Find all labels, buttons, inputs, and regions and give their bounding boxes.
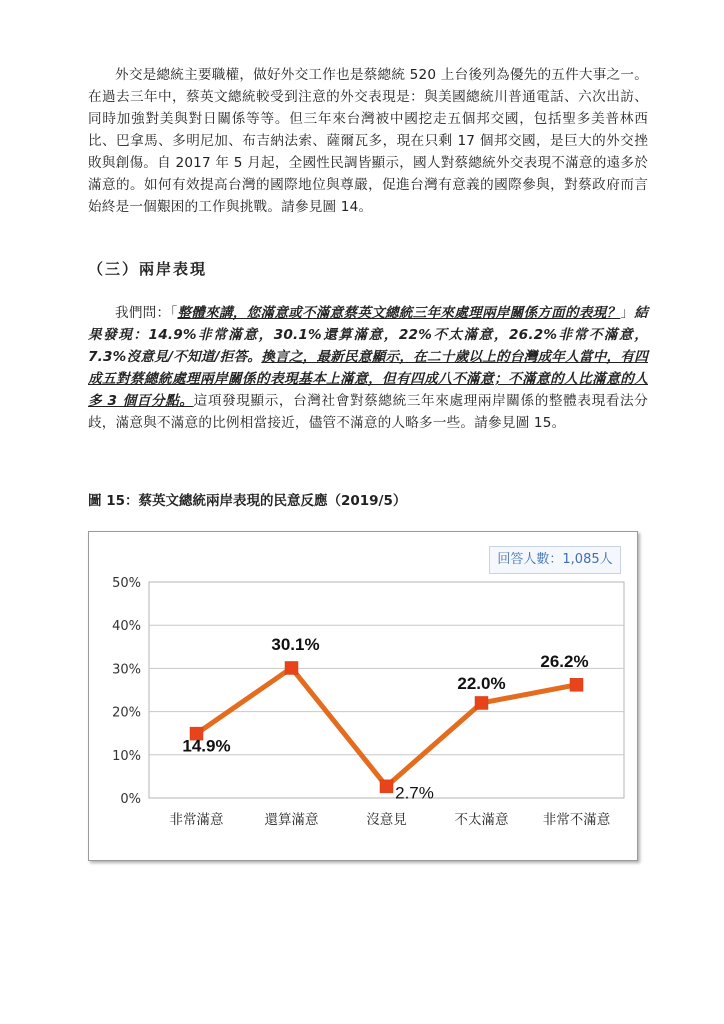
x-tick-label: 非常不滿意 (542, 812, 611, 828)
paragraph-diplomacy: 外交是總統主要職權，做好外交工作也是蔡總統 520 上台後列為優先的五件大事之一。在過去三年中，蔡英文總統較受到注意的外交表現是：與美國總統川普通電話、六次出訪、同時加強對美與對日關係等等。但三年來台灣被中國挖走五個邦交國，包括聖多美普林西比、巴拿馬、多明尼加、布吉納法索、薩爾瓦多，現在只剩 17 個邦交國，是巨大的外交挫敗與創傷。自 2017 年 5 月起，全國性民調皆顯示，國人對蔡總統外交表現不滿意的遠多於滿意的。如何有效提高台灣的國際地位與尊嚴，促進台灣有意義的國際參與，對蔡政府而言始終是一個艱困的工作與挑戰。請參見圖 14。 (88, 67, 648, 215)
data-label: 26.2% (540, 651, 589, 671)
question-lead: 我們問：「 (115, 305, 178, 321)
y-tick-label: 20% (112, 705, 141, 721)
y-tick-label: 0% (120, 792, 141, 807)
survey-results: 結果發現：14.9%非常滿意，30.1%還算滿意，22%不太滿意，26.2%非常不滿意，7.3%沒意見/不知道/拒答。 (88, 305, 648, 365)
y-tick-label: 10% (112, 748, 141, 764)
question-close: 」 (620, 305, 635, 321)
data-labels (182, 635, 588, 802)
chart-frame (88, 531, 638, 861)
survey-summary: 換言之，最新民意顯示，在二十歲以上的台灣成年人當中，有四成五對蔡總統處理兩岸關係的表現基本上滿意，但有四成八不滿意；不滿意的人比滿意的人多 3 個百分點。 (88, 349, 648, 409)
data-point-marker (285, 661, 298, 674)
data-label: 14.9% (182, 736, 231, 756)
data-label: 2.7% (395, 783, 434, 803)
data-point-marker (570, 678, 583, 691)
figure-caption: 圖 15：蔡英文總統兩岸表現的民意反應（2019/5） (88, 493, 407, 509)
data-label: 22.0% (457, 673, 506, 693)
respondents-count-box: 回答人數：1,085人 (489, 546, 621, 574)
data-label: 30.1% (271, 634, 320, 654)
y-tick-label: 40% (112, 619, 141, 635)
x-tick-label: 沒意見 (366, 812, 407, 828)
x-tick-label: 還算滿意 (264, 812, 319, 828)
y-axis-ticks (112, 576, 141, 807)
data-point-marker (475, 696, 488, 709)
x-tick-label: 非常滿意 (169, 812, 224, 828)
x-tick-label: 不太滿意 (454, 812, 509, 828)
paragraph-cross-strait (88, 302, 648, 434)
x-axis-ticks (170, 811, 611, 828)
y-tick-label: 50% (112, 576, 141, 591)
series-markers (190, 661, 583, 792)
y-tick-label: 30% (112, 662, 141, 678)
series-polyline (197, 668, 577, 786)
line-chart (89, 532, 637, 860)
data-point-marker (380, 780, 393, 793)
survey-question: 整體來講，您滿意或不滿意蔡英文總統三年來處理兩岸關係方面的表現？ (177, 305, 621, 321)
paragraph-tail: 這項發現顯示，台灣社會對蔡總統三年來處理兩岸關係的整體表現看法分歧，滿意與不滿意的比例相當接近，儘管不滿意的人略多一些。請參見圖 15。 (88, 393, 648, 431)
section-heading: （三）兩岸表現 (88, 260, 208, 278)
series-line (197, 668, 577, 786)
